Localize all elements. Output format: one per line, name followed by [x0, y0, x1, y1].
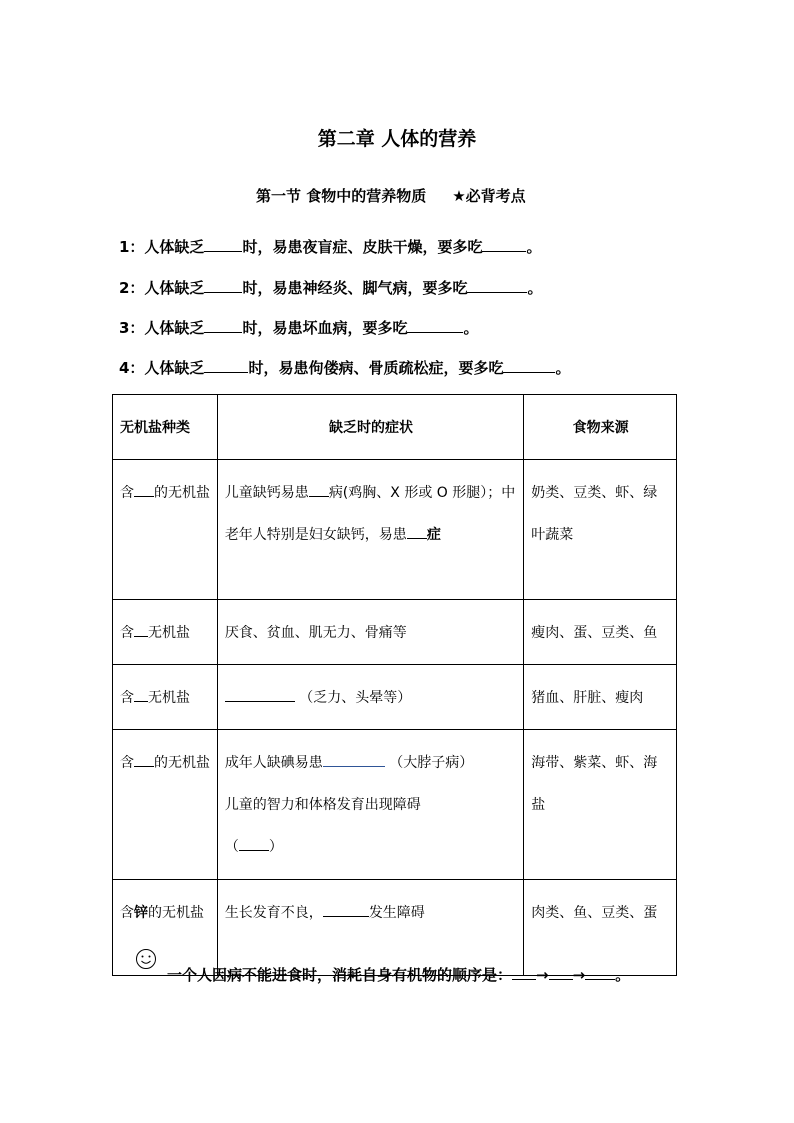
- answer-blank[interactable]: [134, 482, 154, 497]
- answer-blank[interactable]: [482, 237, 526, 252]
- answer-blank[interactable]: [134, 752, 154, 767]
- answer-blank[interactable]: [503, 358, 555, 373]
- symptom-cell: 厌食、贫血、肌无力、骨痛等: [217, 600, 523, 665]
- answer-blank[interactable]: [204, 237, 242, 252]
- answer-blank[interactable]: [239, 836, 269, 851]
- question-4: 4：人体缺乏 时，易患佝偻病、骨质疏松症，要多吃 。: [119, 359, 571, 377]
- column-header: 缺乏时的症状: [217, 395, 523, 460]
- question-3: 3：人体缺乏 时，易患坏血病，要多吃 。: [119, 319, 479, 337]
- page-title: 第二章 人体的营养: [317, 128, 477, 150]
- food-source-cell: 海带、紫菜、虾、海盐: [524, 730, 677, 880]
- mineral-type-cell: 含 的无机盐: [113, 460, 218, 600]
- answer-blank[interactable]: [407, 318, 463, 333]
- answer-blank[interactable]: [204, 278, 242, 293]
- answer-blank[interactable]: [585, 965, 615, 980]
- question-2: 2：人体缺乏 时，易患神经炎、脚气病，要多吃 。: [119, 279, 543, 297]
- table-header-row: [113, 395, 677, 460]
- answer-blank[interactable]: [549, 965, 573, 980]
- answer-blank[interactable]: [204, 358, 248, 373]
- answer-blank[interactable]: [467, 278, 527, 293]
- food-source-cell: 瘦肉、蛋、豆类、鱼: [524, 600, 677, 665]
- mineral-type-cell: 含 的无机盐: [113, 730, 218, 880]
- table-row: [113, 460, 677, 600]
- symptom-cell: 成年人缺碘易患 （大脖子病） 儿童的智力和体格发育出现障碍 （ ）: [217, 730, 523, 880]
- food-source-cell: 奶类、豆类、虾、绿叶蔬菜: [524, 460, 677, 600]
- mineral-type-cell: 含 无机盐: [113, 600, 218, 665]
- answer-blank[interactable]: [407, 524, 427, 539]
- key-points-label: ★必背考点: [452, 187, 526, 205]
- question-1: 1：人体缺乏 时，易患夜盲症、皮肤干燥，要多吃 。: [119, 238, 542, 256]
- answer-blank[interactable]: [225, 687, 295, 702]
- symptom-cell: 儿童缺钙易患 病(鸡胸、X 形或 O 形腿）；中老年人特别是妇女缺钙，易患 症: [217, 460, 523, 600]
- table-row: [113, 600, 677, 665]
- footer-text: 一个人因病不能进食时，消耗自身有机物的顺序是：: [167, 966, 513, 984]
- mineral-type-cell: 含 无机盐: [113, 665, 218, 730]
- answer-blank[interactable]: [323, 752, 385, 767]
- section-name: 第一节 食物中的营养物质: [256, 187, 427, 205]
- footer-question: 一个人因病不能进食时，消耗自身有机物的顺序是： → → 。: [135, 950, 630, 985]
- symptom-cell: （乏力、头晕等）: [217, 665, 523, 730]
- answer-blank[interactable]: [323, 902, 369, 917]
- symptom-cell: 生长发育不良， 发生障碍: [217, 880, 523, 976]
- food-source-cell: 肉类、鱼、豆类、蛋: [524, 880, 677, 976]
- answer-blank[interactable]: [134, 687, 148, 702]
- answer-blank[interactable]: [204, 318, 242, 333]
- answer-blank[interactable]: [309, 482, 329, 497]
- mineral-type-cell: 含锌的无机盐: [113, 880, 218, 976]
- smiley-icon: [135, 948, 157, 970]
- food-source-cell: 猪血、肝脏、瘦肉: [524, 665, 677, 730]
- column-header: 无机盐种类: [113, 395, 218, 460]
- table-row: [113, 730, 677, 880]
- section-subtitle: [256, 185, 526, 206]
- table-row: [113, 665, 677, 730]
- answer-blank[interactable]: [512, 965, 536, 980]
- answer-blank[interactable]: [134, 622, 148, 637]
- column-header: 食物来源: [524, 395, 677, 460]
- mineral-salts-table: [112, 394, 677, 976]
